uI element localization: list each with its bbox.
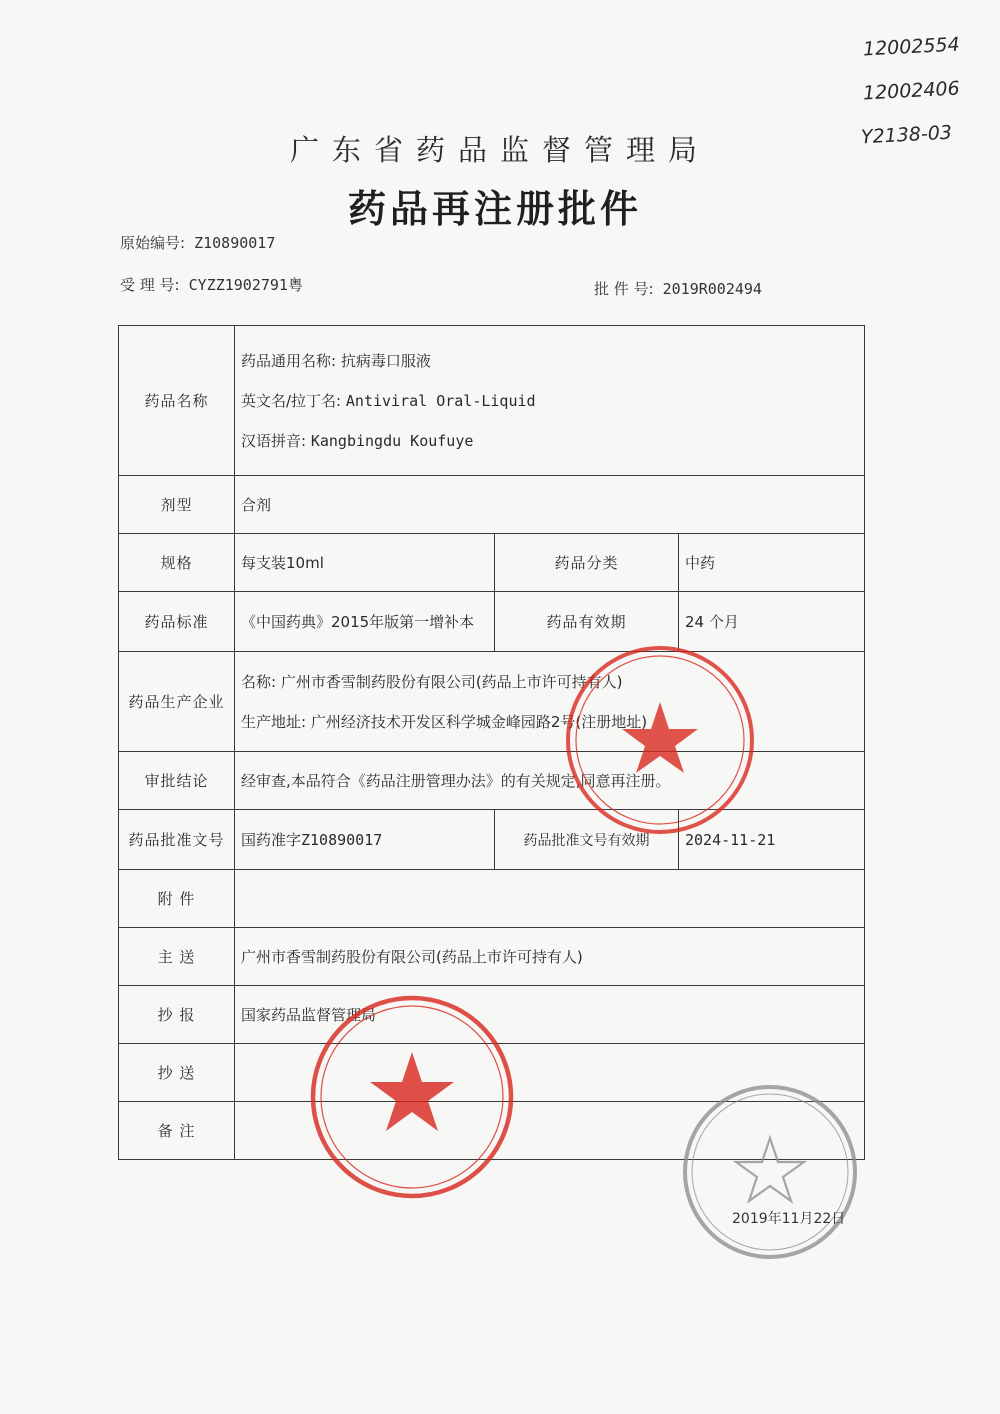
standard-label: 药品标准 — [119, 592, 235, 652]
validity-value: 24 个月 — [679, 592, 865, 652]
issue-date: 2019年11月22日 — [732, 1211, 846, 1227]
acceptance-number-label: 受 理 号: — [120, 276, 180, 294]
handwritten-note-1: 12002554 — [862, 33, 961, 61]
english-name-value: Antiviral Oral-Liquid — [345, 391, 536, 410]
original-number — [120, 232, 275, 253]
dosage-form-value: 合剂 — [235, 476, 865, 534]
table-row-drug-name — [119, 326, 865, 476]
agency-name: 广东省药品监督管理局 — [289, 133, 710, 167]
approval-document-label: 批 件 号: — [594, 280, 654, 298]
pinyin-value: Kangbingdu Koufuye — [310, 431, 474, 450]
pinyin-label: 汉语拼音: — [241, 431, 307, 450]
approval-validity-label: 药品批准文号有效期 — [495, 810, 679, 870]
drug-name-cell — [235, 326, 865, 476]
drug-name-label: 药品名称 — [119, 326, 235, 476]
manufacturer-cell — [235, 652, 865, 752]
specification-label: 规格 — [119, 534, 235, 592]
english-name-label: 英文名/拉丁名: — [241, 391, 342, 410]
manufacturer-label: 药品生产企业 — [119, 652, 235, 752]
document-title: 药品再注册批件 — [347, 187, 642, 231]
table-row-main-recipient — [119, 928, 865, 986]
table-row-specification — [119, 534, 865, 592]
approval-document-number — [594, 278, 762, 299]
acceptance-number-value: CYZZ1902791粤 — [188, 276, 303, 294]
report-to-value: 国家药品监督管理局 — [235, 986, 865, 1044]
dosage-form-label: 剂型 — [119, 476, 235, 534]
conclusion-label: 审批结论 — [119, 752, 235, 810]
generic-name-value: 抗病毒口服液 — [340, 351, 431, 370]
copy-to-label: 抄 送 — [119, 1044, 235, 1102]
original-number-label: 原始编号: — [120, 234, 186, 252]
handwritten-note-2: 12002406 — [862, 77, 961, 105]
approval-number-label: 药品批准文号 — [119, 810, 235, 870]
attachment-label: 附 件 — [119, 870, 235, 928]
original-number-value: Z10890017 — [194, 234, 276, 252]
category-value: 中药 — [679, 534, 865, 592]
approval-validity-value: 2024-11-21 — [679, 810, 865, 870]
main-recipient-value: 广州市香雪制药股份有限公司(药品上市许可持有人) — [235, 928, 865, 986]
generic-name-label: 药品通用名称: — [241, 351, 337, 370]
validity-label: 药品有效期 — [495, 592, 679, 652]
manufacturer-name: 名称: 广州市香雪制药股份有限公司(药品上市许可持有人) — [241, 672, 623, 691]
category-label: 药品分类 — [495, 534, 679, 592]
manufacturer-address: 生产地址: 广州经济技术开发区科学城金峰园路2号(注册地址) — [241, 712, 648, 731]
handwritten-note-3: Y2138-03 — [860, 121, 953, 149]
table-row-dosage-form — [119, 476, 865, 534]
company-seal-stamp-icon — [305, 990, 520, 1205]
remarks-label: 备 注 — [119, 1102, 235, 1160]
main-recipient-label: 主 送 — [119, 928, 235, 986]
acceptance-number — [120, 274, 303, 295]
table-row-attachment — [119, 870, 865, 928]
standard-value: 《中国药典》2015年版第一增补本 — [235, 592, 495, 652]
manufacturer-seal-stamp-icon — [560, 640, 760, 840]
approval-number-value: 国药准字Z10890017 — [235, 810, 495, 870]
approval-document-value: 2019R002494 — [662, 280, 762, 298]
conclusion-value: 经审查,本品符合《药品注册管理办法》的有关规定,同意再注册。 — [235, 752, 865, 810]
agency-seal-stamp-icon — [678, 1080, 863, 1265]
attachment-value — [235, 870, 865, 928]
report-to-label: 抄 报 — [119, 986, 235, 1044]
specification-value: 每支装10ml — [235, 534, 495, 592]
